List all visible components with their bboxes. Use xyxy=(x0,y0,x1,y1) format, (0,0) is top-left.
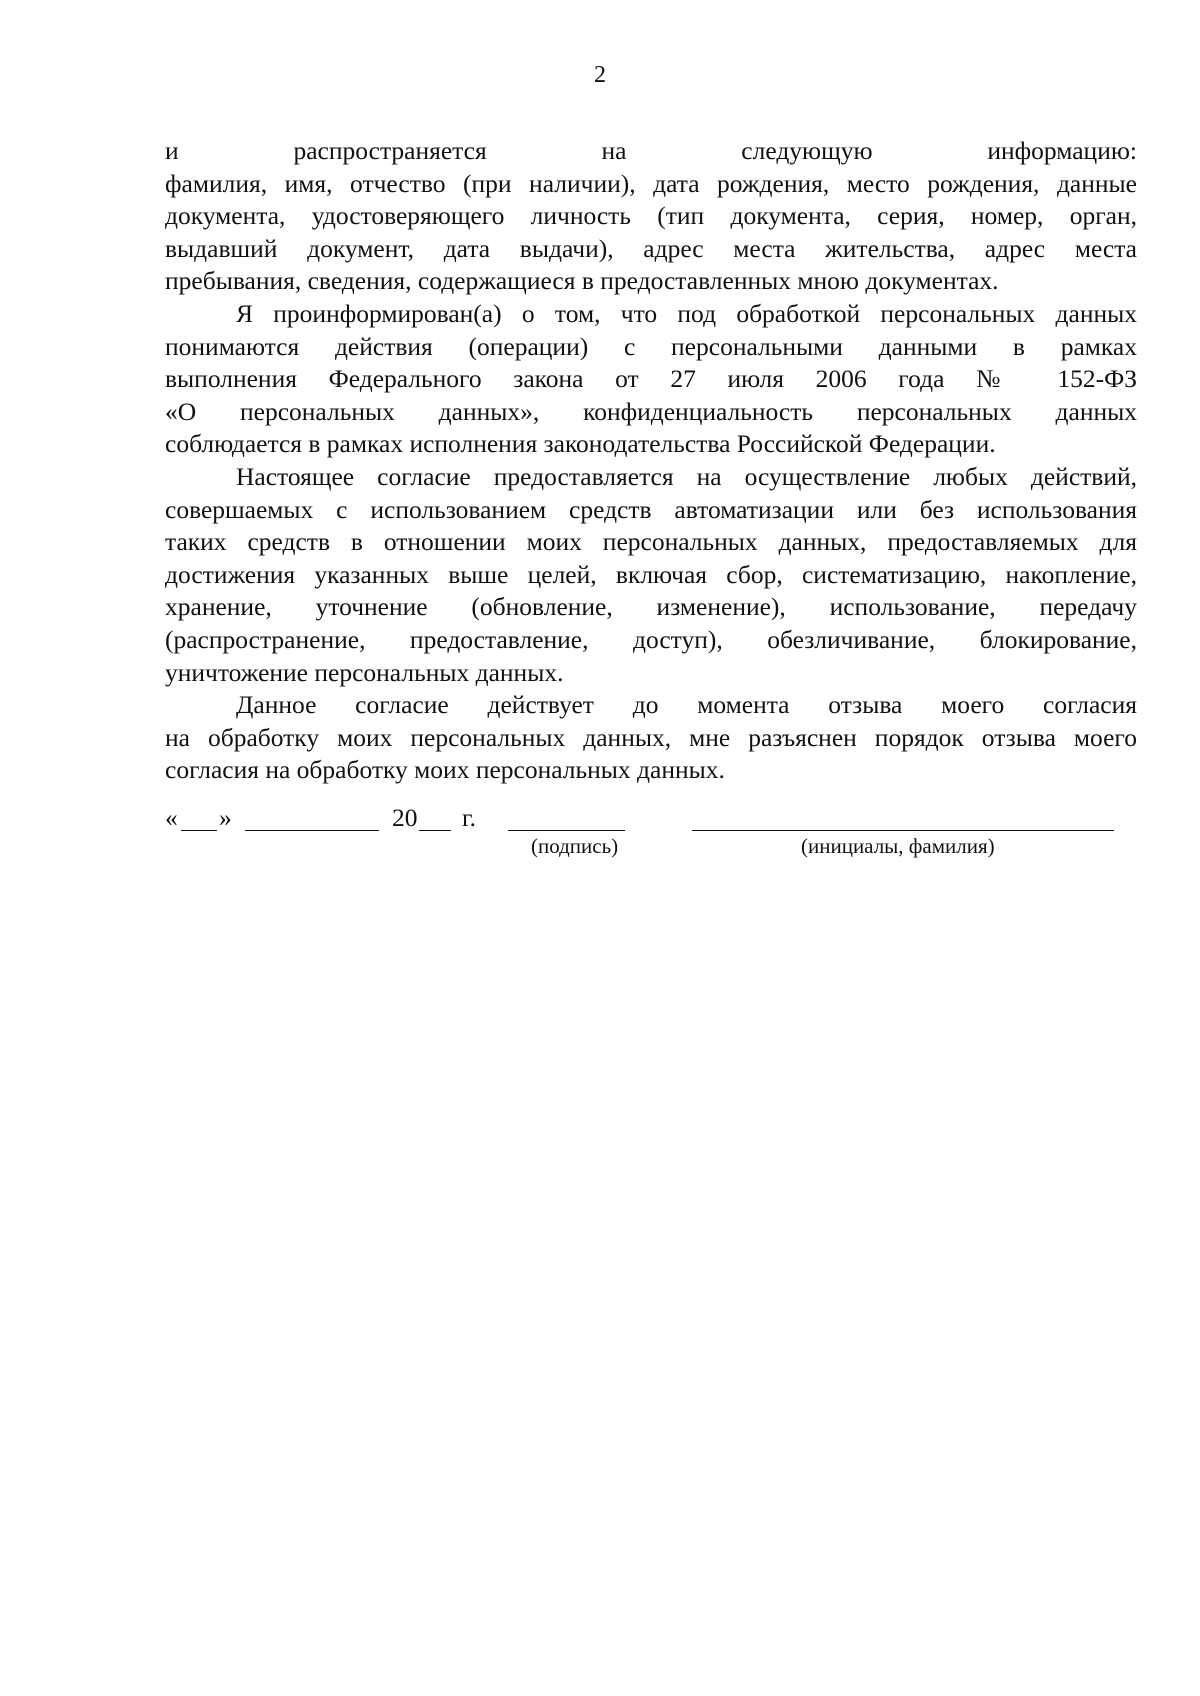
name-blank xyxy=(692,830,1114,831)
day-blank xyxy=(181,830,217,831)
text-line: понимаются действия (операции) с персональными данными в рамках xyxy=(165,331,1137,361)
paragraph-informed xyxy=(165,298,1137,461)
name-caption: (инициалы, фамилия) xyxy=(801,834,995,858)
year-blank xyxy=(419,830,451,831)
text-line: документа, удостоверяющего личность (тип документа, серия, номер, орган, xyxy=(165,201,1137,231)
text-line: согласия на обработку моих персональных данных. xyxy=(165,755,725,785)
paragraph-information-scope xyxy=(165,135,1137,298)
year-prefix: 20 xyxy=(392,803,418,832)
text-line: «О персональных данных», конфиденциальность персональных данных xyxy=(165,396,1137,426)
text-line: Данное согласие действует до момента отзыва моего согласия xyxy=(236,690,1137,720)
text-line: и распространяется на следующую информацию: xyxy=(165,136,1137,165)
text-line: фамилия, имя, отчество (при наличии), дата рождения, место рождения, данные xyxy=(165,168,1137,198)
date-quote-open: « xyxy=(165,803,178,832)
year-suffix: г. xyxy=(462,803,476,832)
signature-block xyxy=(165,803,1165,863)
text-line: Настоящее согласие предоставляется на осуществление любых действий, xyxy=(236,461,1137,491)
text-line: таких средств в отношении моих персональных данных, предоставляемых для xyxy=(165,527,1137,557)
page-number: 2 xyxy=(594,62,606,88)
text-line: пребывания, сведения, содержащиеся в предоставленных мною документах. xyxy=(165,266,999,296)
signature-caption: (подпись) xyxy=(531,834,619,858)
text-line: достижения указанных выше целей, включая сбор, систематизацию, накопление, xyxy=(165,559,1137,589)
text-line: хранение, уточнение (обновление, изменение), использование, передачу xyxy=(165,592,1137,622)
paragraph-consent-validity xyxy=(165,689,1137,787)
document-body xyxy=(165,135,1137,787)
text-line: (распространение, предоставление, доступ), обезличивание, блокирование, xyxy=(165,624,1137,654)
date-quote-close: » xyxy=(219,803,232,832)
month-blank xyxy=(245,830,379,831)
text-line: выдавший документ, дата выдачи), адрес места жительства, адрес места xyxy=(165,233,1137,263)
text-line: совершаемых с использованием средств автоматизации или без использования xyxy=(165,494,1137,524)
text-line: на обработку моих персональных данных, мне разъяснен порядок отзыва моего xyxy=(165,722,1137,752)
text-line: выполнения Федерального закона от 27 июля 2006 года № 152-ФЗ xyxy=(165,364,1137,394)
text-line: уничтожение персональных данных. xyxy=(165,657,564,687)
paragraph-consent-actions xyxy=(165,461,1137,689)
signature-blank xyxy=(508,830,625,831)
text-line: Я проинформирован(а) о том, что под обработкой персональных данных xyxy=(236,298,1137,328)
text-line: соблюдается в рамках исполнения законодательства Российской Федерации. xyxy=(165,429,996,459)
